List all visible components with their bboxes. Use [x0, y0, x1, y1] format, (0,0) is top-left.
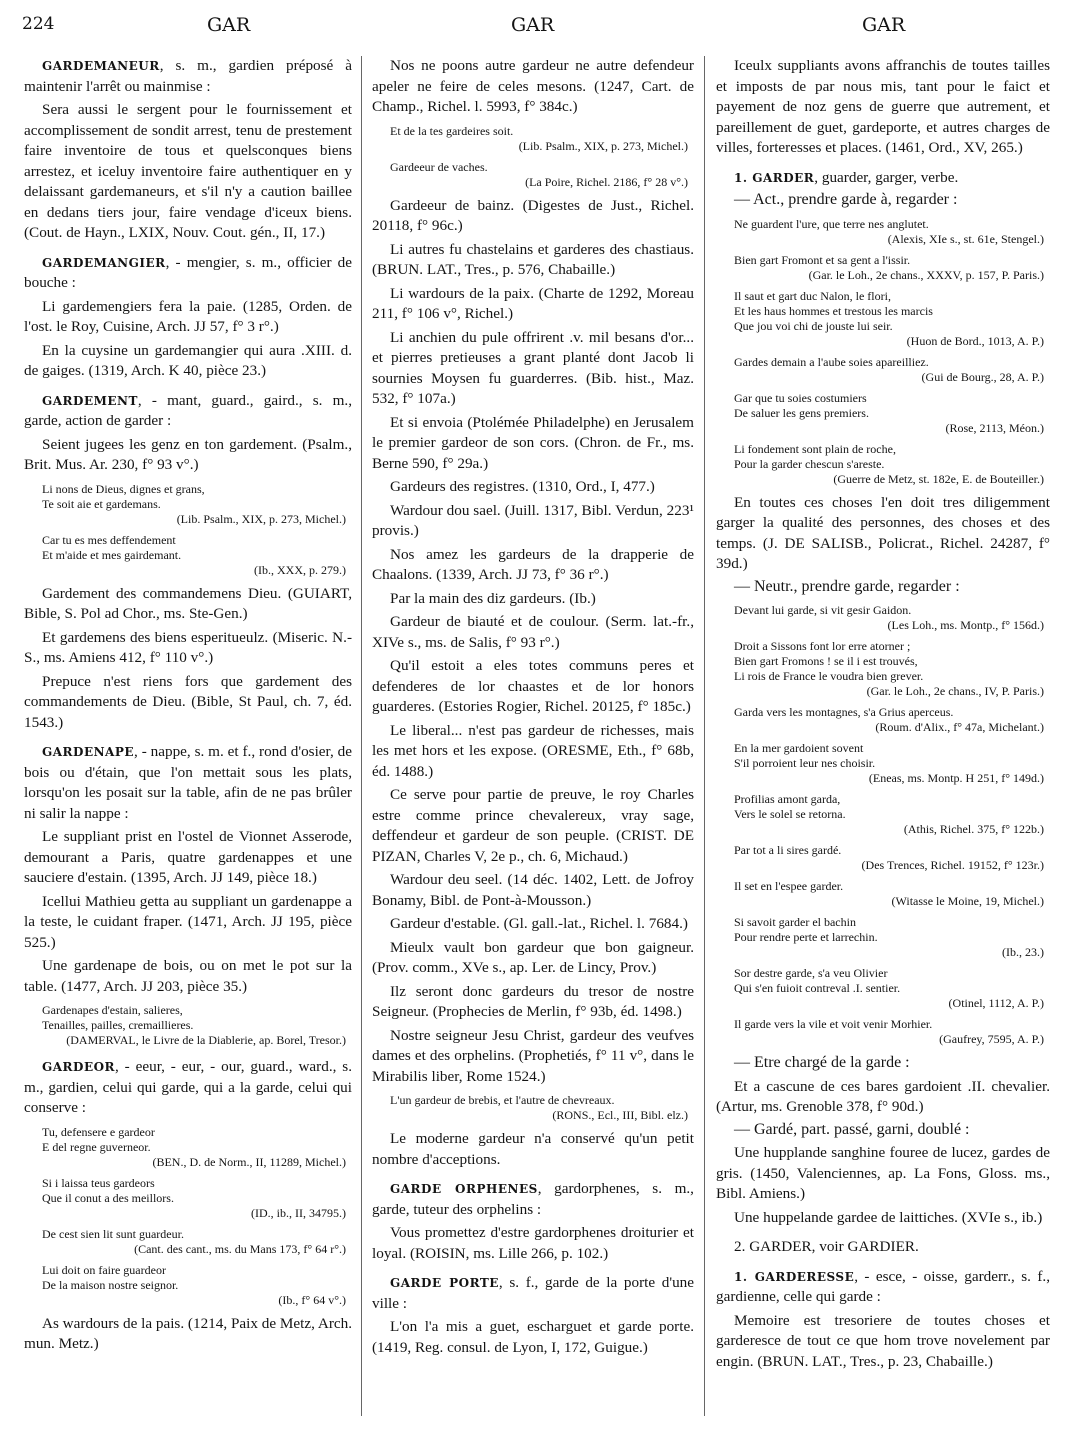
verse-source: (Gui de Bourg., 28, A. P.)	[921, 369, 1044, 384]
verse-line: Et de la tes gardeires soit.	[390, 123, 514, 138]
citation: Wardour dou sael. (Juill. 1317, Bibl. Verdun, 223¹ provis.)	[372, 501, 694, 539]
verse-source: (Gar. le Loh., 2e chans., IV, P. Paris.)	[866, 684, 1044, 698]
verse-source: (Lib. Psalm., XIX, p. 273, Michel.)	[518, 138, 688, 153]
verse-quote	[728, 639, 1050, 699]
verse-source: (Eneas, ms. Montp. H 251, f° 149d.)	[868, 771, 1044, 785]
citation: Li anchien du pule offrirent .v. mil besans d'or... et pierres pretieuses a grant planté dont Jacob li sournies Moysen fu guarderres. (Bib. hist., Maz. 532, f° 107a.)	[372, 328, 694, 407]
running-header	[0, 14, 1078, 44]
citation: Une hupplande sanghine fouree de lucez, gardes de gris. (1450, Valenciennes, ap. La Fons, Gloss. ms., Bibl. Amiens.)	[716, 1144, 1050, 1202]
citation: Li autres fu chastelains et garderes des chastiaus. (BRUN. LAT., Tres., p. 576, Chabaille.)	[372, 240, 694, 278]
citation: Le suppliant prist en l'ostel de Vionnet Asserode, demourant a Paris, quatre gardenappes et une sauciere d'estain. (1395, Arch. JJ 149, pièce 18.)	[24, 828, 352, 886]
verse-line: De saluer les gens premiers.	[734, 405, 869, 420]
verse-quote	[728, 253, 1050, 283]
verse-source: (Lib. Psalm., XIX, p. 273, Michel.)	[176, 511, 346, 526]
citation: En la cuysine un gardemangier qui aura .XIII. d. de gaiges. (1319, Arch. K 40, pièce 23.)	[24, 341, 352, 379]
citation: Iceulx suppliants avons affranchis de toutes tailles et imposts de par nous mis, tant pour le faict et payement de noz gens de guerre que autrement, et pareillement de guet, gardeporte, et autres charges de villes, forteresses et places. (1461, Ord., XV, 265.)	[716, 57, 1050, 156]
entry-garderesse	[716, 1267, 1050, 1373]
headword: GARDEOR	[42, 1060, 116, 1074]
verse-quote	[36, 1227, 352, 1257]
header-right-guideword: GAR	[862, 14, 906, 36]
verse-quote	[384, 124, 694, 154]
sense-heading: — Gardé, part. passé, garni, doublé :	[734, 1120, 970, 1138]
verse-line: Li nons de Dieus, dignes et grans,	[42, 481, 205, 496]
verse-line: Devant lui garde, si vit gesir Gaidon.	[734, 603, 912, 617]
verse-source: (Les Loh., ms. Montp., f° 156d.)	[887, 618, 1044, 632]
sense-heading: — Act., prendre garde à, regarder :	[734, 191, 958, 208]
citation: Et gardemens des biens esperitueulz. (Miseric. N.-S., ms. Amiens 412, f° 110 v°.)	[24, 628, 352, 666]
citation: As wardours de la pais. (1214, Paix de Metz, Arch. mun. Metz.)	[24, 1314, 353, 1352]
header-left-guideword: GAR	[207, 14, 251, 36]
entry-headline	[24, 742, 352, 824]
verse-source: (Cant. des cant., ms. du Mans 173, f° 64 r°.)	[134, 1241, 346, 1256]
citation: Gardeur d'estable. (Gl. gall.-lat., Richel. l. 7684.)	[390, 915, 688, 932]
headword: GARDEMENT	[42, 393, 138, 408]
verse-line: Ne guardent l'ure, que terre nes anglutet.	[734, 216, 929, 231]
entry-headline	[24, 1057, 352, 1119]
verse-line: De cest sien lit sunt guardeur.	[42, 1226, 184, 1241]
verse-line: Lui doit on faire guardeor	[42, 1262, 166, 1277]
verse-quote	[728, 966, 1050, 1011]
verse-quote	[36, 1003, 352, 1048]
verse-line: Garda vers les montagnes, s'a Grius aperceus.	[734, 705, 954, 719]
verse-line: Et m'aide et mes gairdemant.	[42, 547, 182, 562]
verse-line: Gar que tu soies costumiers	[734, 390, 867, 405]
headword: GARDEMANEUR	[42, 59, 160, 73]
verse-source: (Ib., XXX, p. 279.)	[254, 562, 346, 577]
definition: , - esce, - oisse, garderr., s. f., gardienne, celle qui garde :	[716, 1267, 1050, 1305]
citation: Gardeur de biauté et de coulour. (Serm. lat.-fr., XIVe s., ms. de Salis, f° 93 r°.)	[372, 613, 694, 651]
citation: Nostre seigneur Jesu Christ, gardeur des veufves dames et des orphelins. (Prophetiés, f° 11 v°, dans le Mirabilis liber, Rome 1524.)	[372, 1026, 694, 1085]
verse-source: (DAMERVAL, le Livre de la Diablerie, ap. Borel, Tresor.)	[66, 1033, 346, 1047]
citation: Nos ne poons autre gardeur ne autre defendeur apeler ne feire de celes mesons. (1247, Cart. de Champ., Richel. l. 5993, f° 384c.)	[372, 57, 694, 115]
citation: Ilz seront donc gardeurs du tresor de nostre Seigneur. (Prophecies de Merlin, f° 93b, éd. 1498.)	[372, 982, 694, 1020]
verse-quote	[728, 1017, 1050, 1047]
verse-source: (ID., ib., II, 34795.)	[251, 1205, 346, 1220]
verse-source: (La Poire, Richel. 2186, f° 28 v°.)	[525, 174, 688, 189]
verse-quote	[728, 705, 1050, 735]
verse-line: Bien gart Fromons ! se il i est trouvés,	[734, 654, 918, 668]
column-center	[372, 56, 694, 1367]
verse-source: (Gar. le Loh., 2e chans., XXXV, p. 157, P. Paris.)	[808, 267, 1044, 282]
verse-line: Bien gart Fromont et sa gent a l'issir.	[734, 252, 911, 267]
verse-source: (Des Trences, Richel. 19152, f° 123r.)	[861, 858, 1044, 872]
citation: Et si envoia (Ptolémée Philadelphe) en Jerusalem le premier gardeor de son cors. (Chron. de Fr., ms. Berne 590, f° 29a.)	[372, 413, 694, 472]
verse-quote	[728, 391, 1050, 436]
verse-quote	[728, 603, 1050, 633]
citation: L'on l'a mis a guet, escharguet et garde porte. (1419, Reg. consul. de Lyon, I, 172, Guigue.)	[372, 1318, 694, 1356]
column-right	[716, 56, 1050, 1381]
verse-line: De la maison nostre seignor.	[42, 1277, 179, 1292]
definition: , - mant, guard., gaird., s. m., garde, action de garder :	[24, 391, 352, 429]
verse-line: Il saut et gart duc Nalon, le flori,	[734, 288, 891, 303]
entry-gardement	[24, 391, 352, 734]
verse-quote	[728, 879, 1050, 909]
definition: , s. m., gardien préposé à maintenir l'arrêt ou mainmise :	[24, 57, 352, 95]
citation: Li wardours de la paix. (Charte de 1292, Moreau 211, f° 106 v°, Richel.)	[372, 284, 694, 322]
verse-line: Si savoit garder el bachin	[734, 915, 856, 929]
verse-source: (Gaufrey, 7595, A. P.)	[939, 1032, 1044, 1046]
entry-gardemaneur	[24, 56, 352, 244]
headword: GARDE PORTE	[390, 1276, 499, 1290]
verse-line: Vers le solel se retorna.	[734, 807, 846, 821]
verse-source: (Huon de Bord., 1013, A. P.)	[906, 333, 1044, 348]
verse-line: Li fondement sont plain de roche,	[734, 441, 896, 456]
verse-source: (Ib., 23.)	[1002, 945, 1044, 959]
verse-quote	[36, 1176, 352, 1221]
citation: Et a cascune de ces bares gardoient .II. chevalier. (Artur, ms. Grenoble 378, f° 90d.)	[716, 1077, 1050, 1115]
verse-line: Droit a Sissons font lor erre atorner ;	[734, 639, 911, 653]
verse-line: Et les haus hommes et trestous les marcis	[734, 303, 933, 318]
entry-garder-1	[716, 168, 1050, 1229]
verse-line: Par tot a li sires gardé.	[734, 843, 842, 857]
verse-line: Tenailles, pailles, cremaillieres.	[42, 1018, 194, 1032]
citation: Gardement des commandemens Dieu. (GUIART, Bible, S. Pol ad Chor., ms. Ste-Gen.)	[24, 584, 352, 622]
column-divider	[361, 56, 362, 1416]
page-number: 224	[22, 14, 55, 34]
citation: Ce serve pour partie de preuve, le roy Charles estre comme prince chevalereux, vray sage, deffendeur et gardeur de son peuple. (CRIST. DE PIZAN, Charles V, 2e p., ch. 6, Michaud.)	[372, 786, 694, 865]
verse-line: Pour rendre perte et larrechin.	[734, 930, 878, 944]
verse-quote	[36, 1263, 352, 1308]
verse-quote	[728, 915, 1050, 960]
sense-heading: — Neutr., prendre garde, regarder :	[734, 577, 960, 595]
verse-line: Te soit aie et gardemans.	[42, 496, 161, 511]
verse-line: Si i laissa teus gardeors	[42, 1175, 155, 1190]
verse-line: Li rois de France le voudra bien grever.	[734, 669, 924, 683]
verse-line: L'un gardeur de brebis, et l'autre de chevreaux.	[390, 1093, 615, 1107]
headword: GARDENAPE	[42, 745, 135, 759]
citation: En toutes ces choses l'en doit tres diligemment garger la qualité des personnes, des choses et des temps. (J. DE SALISB., Policrat., Richel. 24287, f° 39d.)	[716, 493, 1050, 572]
verse-quote	[728, 289, 1050, 349]
verse-line: En la mer gardoient sovent	[734, 741, 864, 755]
verse-source: (Roum. d'Alix., f° 47a, Michelant.)	[875, 720, 1044, 734]
verse-line: Qui s'en fuioit contreval .I. sentier.	[734, 981, 901, 995]
verse-line: Que jou voi chi de jouste lui seir.	[734, 318, 893, 333]
verse-line: Car tu es mes deffendement	[42, 532, 176, 547]
verse-source: (Witasse le Moine, 19, Michel.)	[891, 894, 1044, 908]
citation: Gardeurs des registres. (1310, Ord., I, 477.)	[390, 478, 655, 495]
citation: Par la main des diz gardeurs. (Ib.)	[390, 589, 596, 607]
definition: , s. f., garde de la porte d'une ville :	[372, 1274, 694, 1312]
verse-quote	[384, 160, 694, 190]
entry-garde-orphenes	[372, 1179, 694, 1264]
verse-line: Il garde vers la vile et voit venir Morhier.	[734, 1017, 933, 1031]
verse-line: Gardes demain a l'aube soies apareilliez.	[734, 354, 929, 369]
verse-quote	[728, 217, 1050, 247]
verse-line: Sor destre garde, s'a veu Olivier	[734, 966, 888, 980]
verse-source: (BEN., D. de Norm., II, 11289, Michel.)	[152, 1154, 346, 1169]
citation: Icellui Mathieu getta au suppliant un gardenappe a la teste, le cuidant fraper. (1471, Arch. JJ 195, pièce 525.)	[24, 892, 352, 951]
verse-line: Gardeeur de vaches.	[390, 159, 488, 174]
verse-quote	[728, 355, 1050, 385]
citation: Mieulx vault bon gardeur que bon gaigneur. (Prov. comm., XVe s., ap. Ler. de Lincy, Prov.)	[372, 938, 694, 976]
definition: , - mengier, s. m., officier de bouche :	[24, 253, 352, 291]
verse-quote	[728, 741, 1050, 786]
column-left	[24, 56, 352, 1364]
verse-line: Profilias amont garda,	[734, 792, 841, 806]
entry-headline	[716, 168, 1050, 189]
citation: Qu'il estoit a eles totes communs peres et defenderes de lor chaastes et de lor honors guarderes. (Estories Rogier, Richel. 20125, f° 185c.)	[372, 657, 694, 715]
entry-headline	[24, 56, 352, 97]
header-center-guideword: GAR	[511, 14, 555, 36]
verse-line: Pour la garder chescun s'areste.	[734, 456, 885, 471]
definition: , - nappe, s. m. et f., rond d'osier, de bois ou d'étain, que l'on mettait sous les plats, lorsqu'on les posait sur la table, afin de ne pas brûler ni salir la nappe :	[24, 743, 352, 822]
verse-quote	[728, 843, 1050, 873]
commentary: Le moderne gardeur n'a conservé qu'un petit nombre d'acceptions.	[372, 1130, 694, 1168]
verse-quote	[384, 1093, 694, 1123]
verse-line: Gardenapes d'estain, salieres,	[42, 1003, 183, 1017]
verse-quote	[36, 1125, 352, 1170]
citation: Prepuce n'est riens fors que gardement des commandements de Dieu. (Bible, St Paul, ch. 7, éd. 1543.)	[24, 672, 352, 731]
citation: Li gardemengiers fera la paie. (1285, Orden. de l'ost. le Roy, Cuisine, Arch. JJ 57, f° 3 r°.)	[24, 297, 352, 335]
entry-headline	[372, 1179, 694, 1220]
verse-line: Il set en l'espee garder.	[734, 879, 844, 893]
definition: , guarder, garger, verbe.	[814, 168, 959, 186]
entry-garde-porte	[372, 1273, 694, 1358]
definition: , - eeur, - eur, - our, guard., ward., s. m., gardien, celui qui garde, qui a la garde, celui qui conserve :	[24, 1058, 352, 1116]
entry-headline	[24, 391, 352, 432]
entry-headline	[24, 253, 352, 294]
citation: Sera aussi le sergent pour le fournissement et accomplissement de sondit arrest, tenu de prestement faire inventoire de tous et quelsconques biens arrestez, et iceluy inventoire faire authentiquer en y delaissant gardemaneurs, et s'il n'y a caution baillee en dedans tiers jour, faire vendage d'iceux biens. (Cout. de Hayn., LXIX, Nouv. Cout. gén., II, 17.)	[24, 101, 352, 241]
definition: , gardorphenes, s. m., garde, tuteur des orphelins :	[372, 1180, 694, 1218]
verse-source: (Otinel, 1112, A. P.)	[948, 996, 1044, 1010]
verse-line: S'il porroient leur nes choisir.	[734, 756, 876, 770]
citation: Le liberal... n'est pas gardeur de richesses, mais les met hors et les expose. (ORESME, Eth., f° 68b, éd. 1488.)	[372, 721, 694, 780]
entry-headline	[716, 1267, 1050, 1308]
entry-gardenape	[24, 742, 352, 1048]
headword: 1. GARDER	[734, 170, 815, 185]
verse-line: Tu, defensere e gardeor	[42, 1124, 155, 1139]
citation: Memoire est tresoriere de toutes choses et garderesce de tout ce que hom trove novelement par engin. (BRUN. LAT., Tres., p. 23, Chabaille.)	[716, 1311, 1050, 1370]
citation: Une gardenape de bois, ou on met le pot sur la table. (1477, Arch. JJ 203, pièce 35.)	[24, 957, 352, 995]
entry-gardemangier	[24, 253, 352, 382]
verse-source: (Rose, 2113, Méon.)	[945, 420, 1044, 435]
citation: Vous promettez d'estre gardorphenes droiturier et loyal. (ROISIN, ms. Lille 266, p. 102.)	[372, 1224, 694, 1262]
entry-headline	[372, 1273, 694, 1314]
entry-garder-2	[716, 1237, 1050, 1258]
citation: Une huppelande gardee de laittiches. (XVIe s., ib.)	[734, 1208, 1043, 1226]
citation: Gardeeur de bainz. (Digestes de Just., Richel. 20118, f° 96c.)	[372, 196, 694, 234]
verse-quote	[728, 442, 1050, 487]
citation: Nos amez les gardeurs de la drapperie de Chaalons. (1339, Arch. JJ 73, f° 36 r°.)	[372, 545, 694, 583]
headword: GARDE ORPHENES	[390, 1182, 538, 1196]
sense-heading: — Etre chargé de la garde :	[734, 1054, 910, 1071]
citation: Wardour deu seel. (14 déc. 1402, Lett. de Jofroy Bonamy, Bibl. de Pont-à-Mousson.)	[372, 871, 694, 909]
verse-line: Que il conut a des meillors.	[42, 1190, 174, 1205]
verse-line: E del regne guverneor.	[42, 1139, 151, 1154]
headword: 1. GARDERESSE	[734, 1269, 855, 1284]
verse-source: (Athis, Richel. 375, f° 122b.)	[903, 822, 1044, 836]
headword: GARDEMANGIER	[42, 255, 166, 270]
verse-source: (Alexis, XIe s., st. 61e, Stengel.)	[887, 231, 1044, 246]
verse-source: (Ib., f° 64 v°.)	[278, 1292, 346, 1307]
column-divider	[704, 56, 705, 1416]
citation: Seient jugees les genz en ton gardement. (Psalm., Brit. Mus. Ar. 230, f° 93 v°.)	[24, 435, 352, 473]
verse-quote	[36, 482, 352, 527]
verse-source: (RONS., Ecl., III, Bibl. elz.)	[552, 1108, 688, 1122]
verse-source: (Guerre de Metz, st. 182e, E. de Bouteiller.)	[833, 471, 1044, 486]
entry-gardeor	[24, 1057, 352, 1355]
verse-quote	[728, 792, 1050, 837]
cross-reference: 2. GARDER, voir GARDIER.	[734, 1238, 919, 1255]
verse-quote	[36, 533, 352, 578]
